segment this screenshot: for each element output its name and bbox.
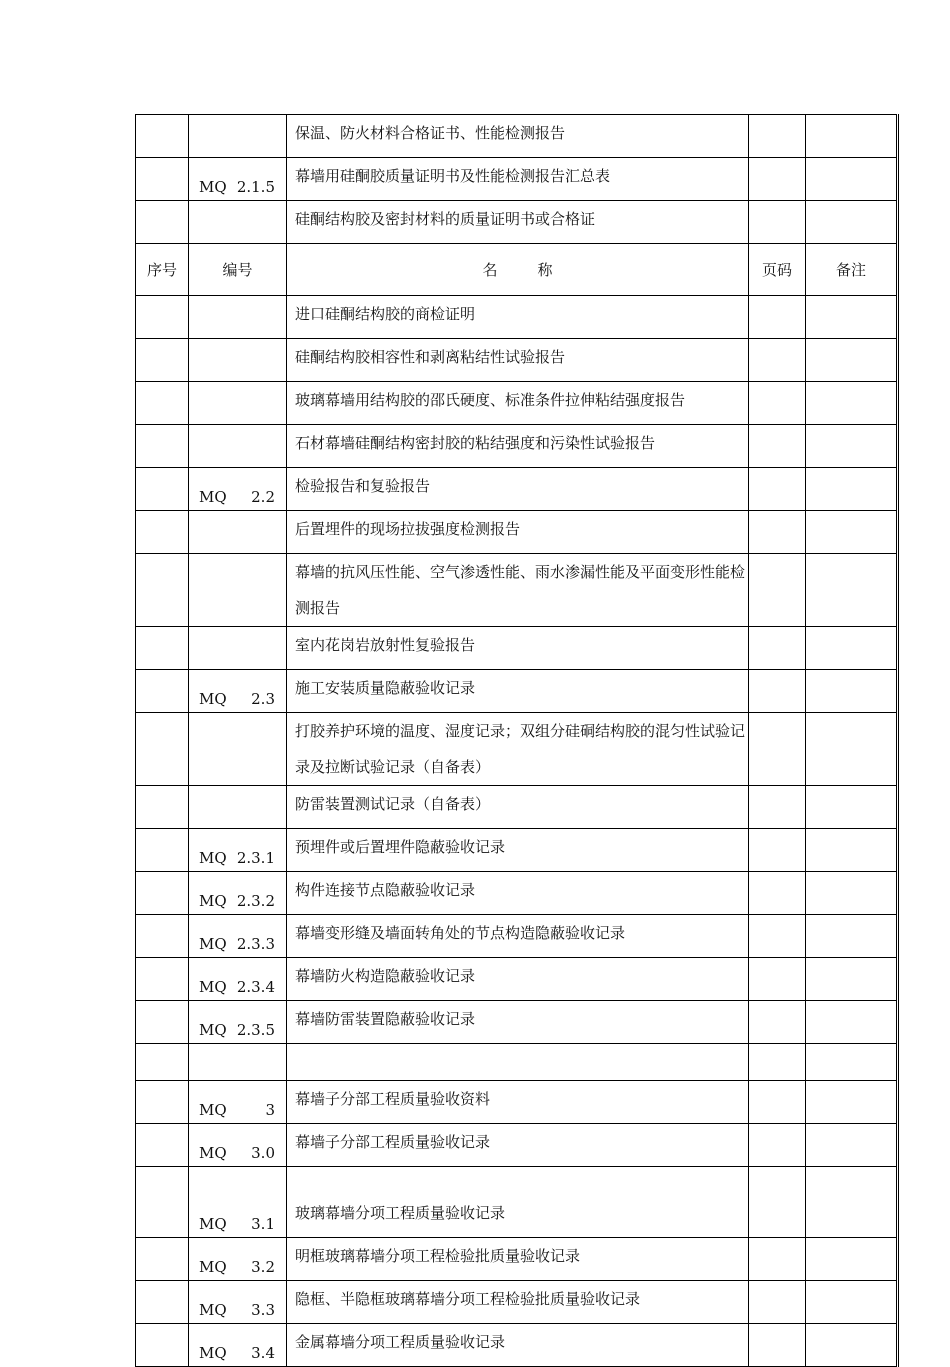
code-cell (189, 115, 287, 158)
remark-cell (806, 670, 898, 713)
code-cell: MQ 3.3 (189, 1281, 287, 1324)
remark-cell (806, 1238, 898, 1281)
remark-cell (806, 201, 898, 244)
code-cell (189, 627, 287, 670)
page-cell (749, 296, 806, 339)
seq-cell (136, 1001, 189, 1044)
code-cell: MQ 3 (189, 1081, 287, 1124)
table-row (136, 713, 898, 786)
seq-cell (136, 872, 189, 915)
page-cell (749, 158, 806, 201)
code-cell: MQ 2.3.1 (189, 829, 287, 872)
table-row (136, 958, 898, 1001)
name-cell: 幕墙用硅酮胶质量证明书及性能检测报告汇总表 (287, 158, 749, 201)
code-cell (189, 713, 287, 786)
name-cell (287, 1044, 749, 1081)
table-row (136, 1124, 898, 1167)
seq-cell (136, 425, 189, 468)
remark-cell (806, 872, 898, 915)
page-cell (749, 201, 806, 244)
seq-cell (136, 1324, 189, 1367)
page-cell (749, 670, 806, 713)
table-row (136, 511, 898, 554)
name-cell: 防雷装置测试记录（自备表） (287, 786, 749, 829)
code-cell (189, 339, 287, 382)
name-cell: 隐框、半隐框玻璃幕墙分项工程检验批质量验收记录 (287, 1281, 749, 1324)
seq-cell (136, 339, 189, 382)
code-cell (189, 511, 287, 554)
page-cell (749, 1001, 806, 1044)
header-page: 页码 (749, 244, 806, 296)
seq-cell (136, 1238, 189, 1281)
document-table (135, 114, 899, 1367)
remark-cell (806, 1001, 898, 1044)
code-cell: MQ 2.3.3 (189, 915, 287, 958)
seq-cell (136, 670, 189, 713)
page-cell (749, 915, 806, 958)
table-row (136, 296, 898, 339)
seq-cell (136, 296, 189, 339)
seq-cell (136, 1167, 189, 1238)
remark-cell (806, 1081, 898, 1124)
header-code: 编号 (189, 244, 287, 296)
name-cell: 硅酮结构胶及密封材料的质量证明书或合格证 (287, 201, 749, 244)
table-row (136, 1238, 898, 1281)
name-cell: 施工安装质量隐蔽验收记录 (287, 670, 749, 713)
name-cell: 石材幕墙硅酮结构密封胶的粘结强度和污染性试验报告 (287, 425, 749, 468)
seq-cell (136, 786, 189, 829)
name-cell: 构件连接节点隐蔽验收记录 (287, 872, 749, 915)
page-cell (749, 468, 806, 511)
name-cell: 幕墙变形缝及墙面转角处的节点构造隐蔽验收记录 (287, 915, 749, 958)
code-cell: MQ 3.1 (189, 1167, 287, 1238)
remark-cell (806, 158, 898, 201)
seq-cell (136, 554, 189, 627)
table-row (136, 786, 898, 829)
name-cell: 玻璃幕墙用结构胶的邵氏硬度、标准条件拉伸粘结强度报告 (287, 382, 749, 425)
remark-cell (806, 511, 898, 554)
code-cell: MQ 2.3.5 (189, 1001, 287, 1044)
seq-cell (136, 468, 189, 511)
page-cell (749, 1238, 806, 1281)
seq-cell (136, 511, 189, 554)
page-cell (749, 786, 806, 829)
name-cell: 后置埋件的现场拉拔强度检测报告 (287, 511, 749, 554)
page-cell (749, 829, 806, 872)
page-cell (749, 339, 806, 382)
table-row (136, 1081, 898, 1124)
code-cell (189, 201, 287, 244)
table-row (136, 1001, 898, 1044)
page-cell (749, 511, 806, 554)
code-cell (189, 296, 287, 339)
name-cell: 玻璃幕墙分项工程质量验收记录 (287, 1167, 749, 1238)
page-cell (749, 713, 806, 786)
remark-cell (806, 339, 898, 382)
remark-cell (806, 915, 898, 958)
code-cell: MQ 2.3.2 (189, 872, 287, 915)
page-cell (749, 958, 806, 1001)
remark-cell (806, 1167, 898, 1238)
name-cell: 幕墙防雷装置隐蔽验收记录 (287, 1001, 749, 1044)
name-cell: 进口硅酮结构胶的商检证明 (287, 296, 749, 339)
code-cell: MQ 3.0 (189, 1124, 287, 1167)
table-row (136, 115, 898, 158)
header-seq: 序号 (136, 244, 189, 296)
remark-cell (806, 1044, 898, 1081)
page-cell (749, 872, 806, 915)
remark-cell (806, 1124, 898, 1167)
table-row (136, 627, 898, 670)
page-cell (749, 1081, 806, 1124)
seq-cell (136, 1081, 189, 1124)
page-cell (749, 554, 806, 627)
table-row (136, 425, 898, 468)
table-row (136, 829, 898, 872)
remark-cell (806, 627, 898, 670)
name-cell: 硅酮结构胶相容性和剥离粘结性试验报告 (287, 339, 749, 382)
code-cell (189, 554, 287, 627)
table-row (136, 468, 898, 511)
seq-cell (136, 1044, 189, 1081)
remark-cell (806, 958, 898, 1001)
remark-cell (806, 786, 898, 829)
name-cell: 幕墙的抗风压性能、空气渗透性能、雨水渗漏性能及平面变形性能检测报告 (287, 554, 749, 627)
remark-cell (806, 425, 898, 468)
code-cell: MQ 2.3 (189, 670, 287, 713)
code-cell: MQ 2.2 (189, 468, 287, 511)
code-cell: MQ 2.1.5 (189, 158, 287, 201)
table-row (136, 339, 898, 382)
code-cell (189, 382, 287, 425)
page-cell (749, 1044, 806, 1081)
page-cell (749, 1324, 806, 1367)
seq-cell (136, 201, 189, 244)
seq-cell (136, 115, 189, 158)
name-cell: 明框玻璃幕墙分项工程检验批质量验收记录 (287, 1238, 749, 1281)
page-cell (749, 1167, 806, 1238)
seq-cell (136, 382, 189, 425)
remark-cell (806, 382, 898, 425)
page-cell (749, 627, 806, 670)
remark-cell (806, 1324, 898, 1367)
name-cell: 检验报告和复验报告 (287, 468, 749, 511)
name-cell: 预埋件或后置埋件隐蔽验收记录 (287, 829, 749, 872)
name-cell: 幕墙子分部工程质量验收记录 (287, 1124, 749, 1167)
page-cell (749, 425, 806, 468)
seq-cell (136, 915, 189, 958)
seq-cell (136, 627, 189, 670)
code-cell: MQ 2.3.4 (189, 958, 287, 1001)
seq-cell (136, 158, 189, 201)
table-row (136, 382, 898, 425)
remark-cell (806, 1281, 898, 1324)
seq-cell (136, 1281, 189, 1324)
code-cell (189, 1044, 287, 1081)
table-row (136, 1281, 898, 1324)
table-row (136, 915, 898, 958)
name-cell: 金属幕墙分项工程质量验收记录 (287, 1324, 749, 1367)
seq-cell (136, 958, 189, 1001)
remark-cell (806, 115, 898, 158)
remark-cell (806, 554, 898, 627)
table-row (136, 201, 898, 244)
remark-cell (806, 296, 898, 339)
page-cell (749, 115, 806, 158)
page-cell (749, 1281, 806, 1324)
seq-cell (136, 1124, 189, 1167)
remark-cell (806, 468, 898, 511)
seq-cell (136, 829, 189, 872)
table-header (136, 244, 898, 296)
name-cell: 幕墙子分部工程质量验收资料 (287, 1081, 749, 1124)
table-row (136, 1167, 898, 1238)
name-cell: 幕墙防火构造隐蔽验收记录 (287, 958, 749, 1001)
code-cell (189, 425, 287, 468)
table-row (136, 158, 898, 201)
code-cell (189, 786, 287, 829)
seq-cell (136, 713, 189, 786)
name-cell: 保温、防火材料合格证书、性能检测报告 (287, 115, 749, 158)
name-cell: 室内花岗岩放射性复验报告 (287, 627, 749, 670)
name-cell: 打胶养护环境的温度、湿度记录；双组分硅硐结构胶的混匀性试验记录及拉断试验记录（自备表） (287, 713, 749, 786)
remark-cell (806, 829, 898, 872)
page-cell (749, 1124, 806, 1167)
code-cell: MQ 3.2 (189, 1238, 287, 1281)
header-remark: 备注 (806, 244, 898, 296)
code-cell: MQ 3.4 (189, 1324, 287, 1367)
header-name: 名 称 (287, 244, 749, 296)
page-cell (749, 382, 806, 425)
table-row (136, 554, 898, 627)
remark-cell (806, 713, 898, 786)
table-row (136, 670, 898, 713)
table-row (136, 872, 898, 915)
table-row (136, 1044, 898, 1081)
table-row (136, 1324, 898, 1367)
